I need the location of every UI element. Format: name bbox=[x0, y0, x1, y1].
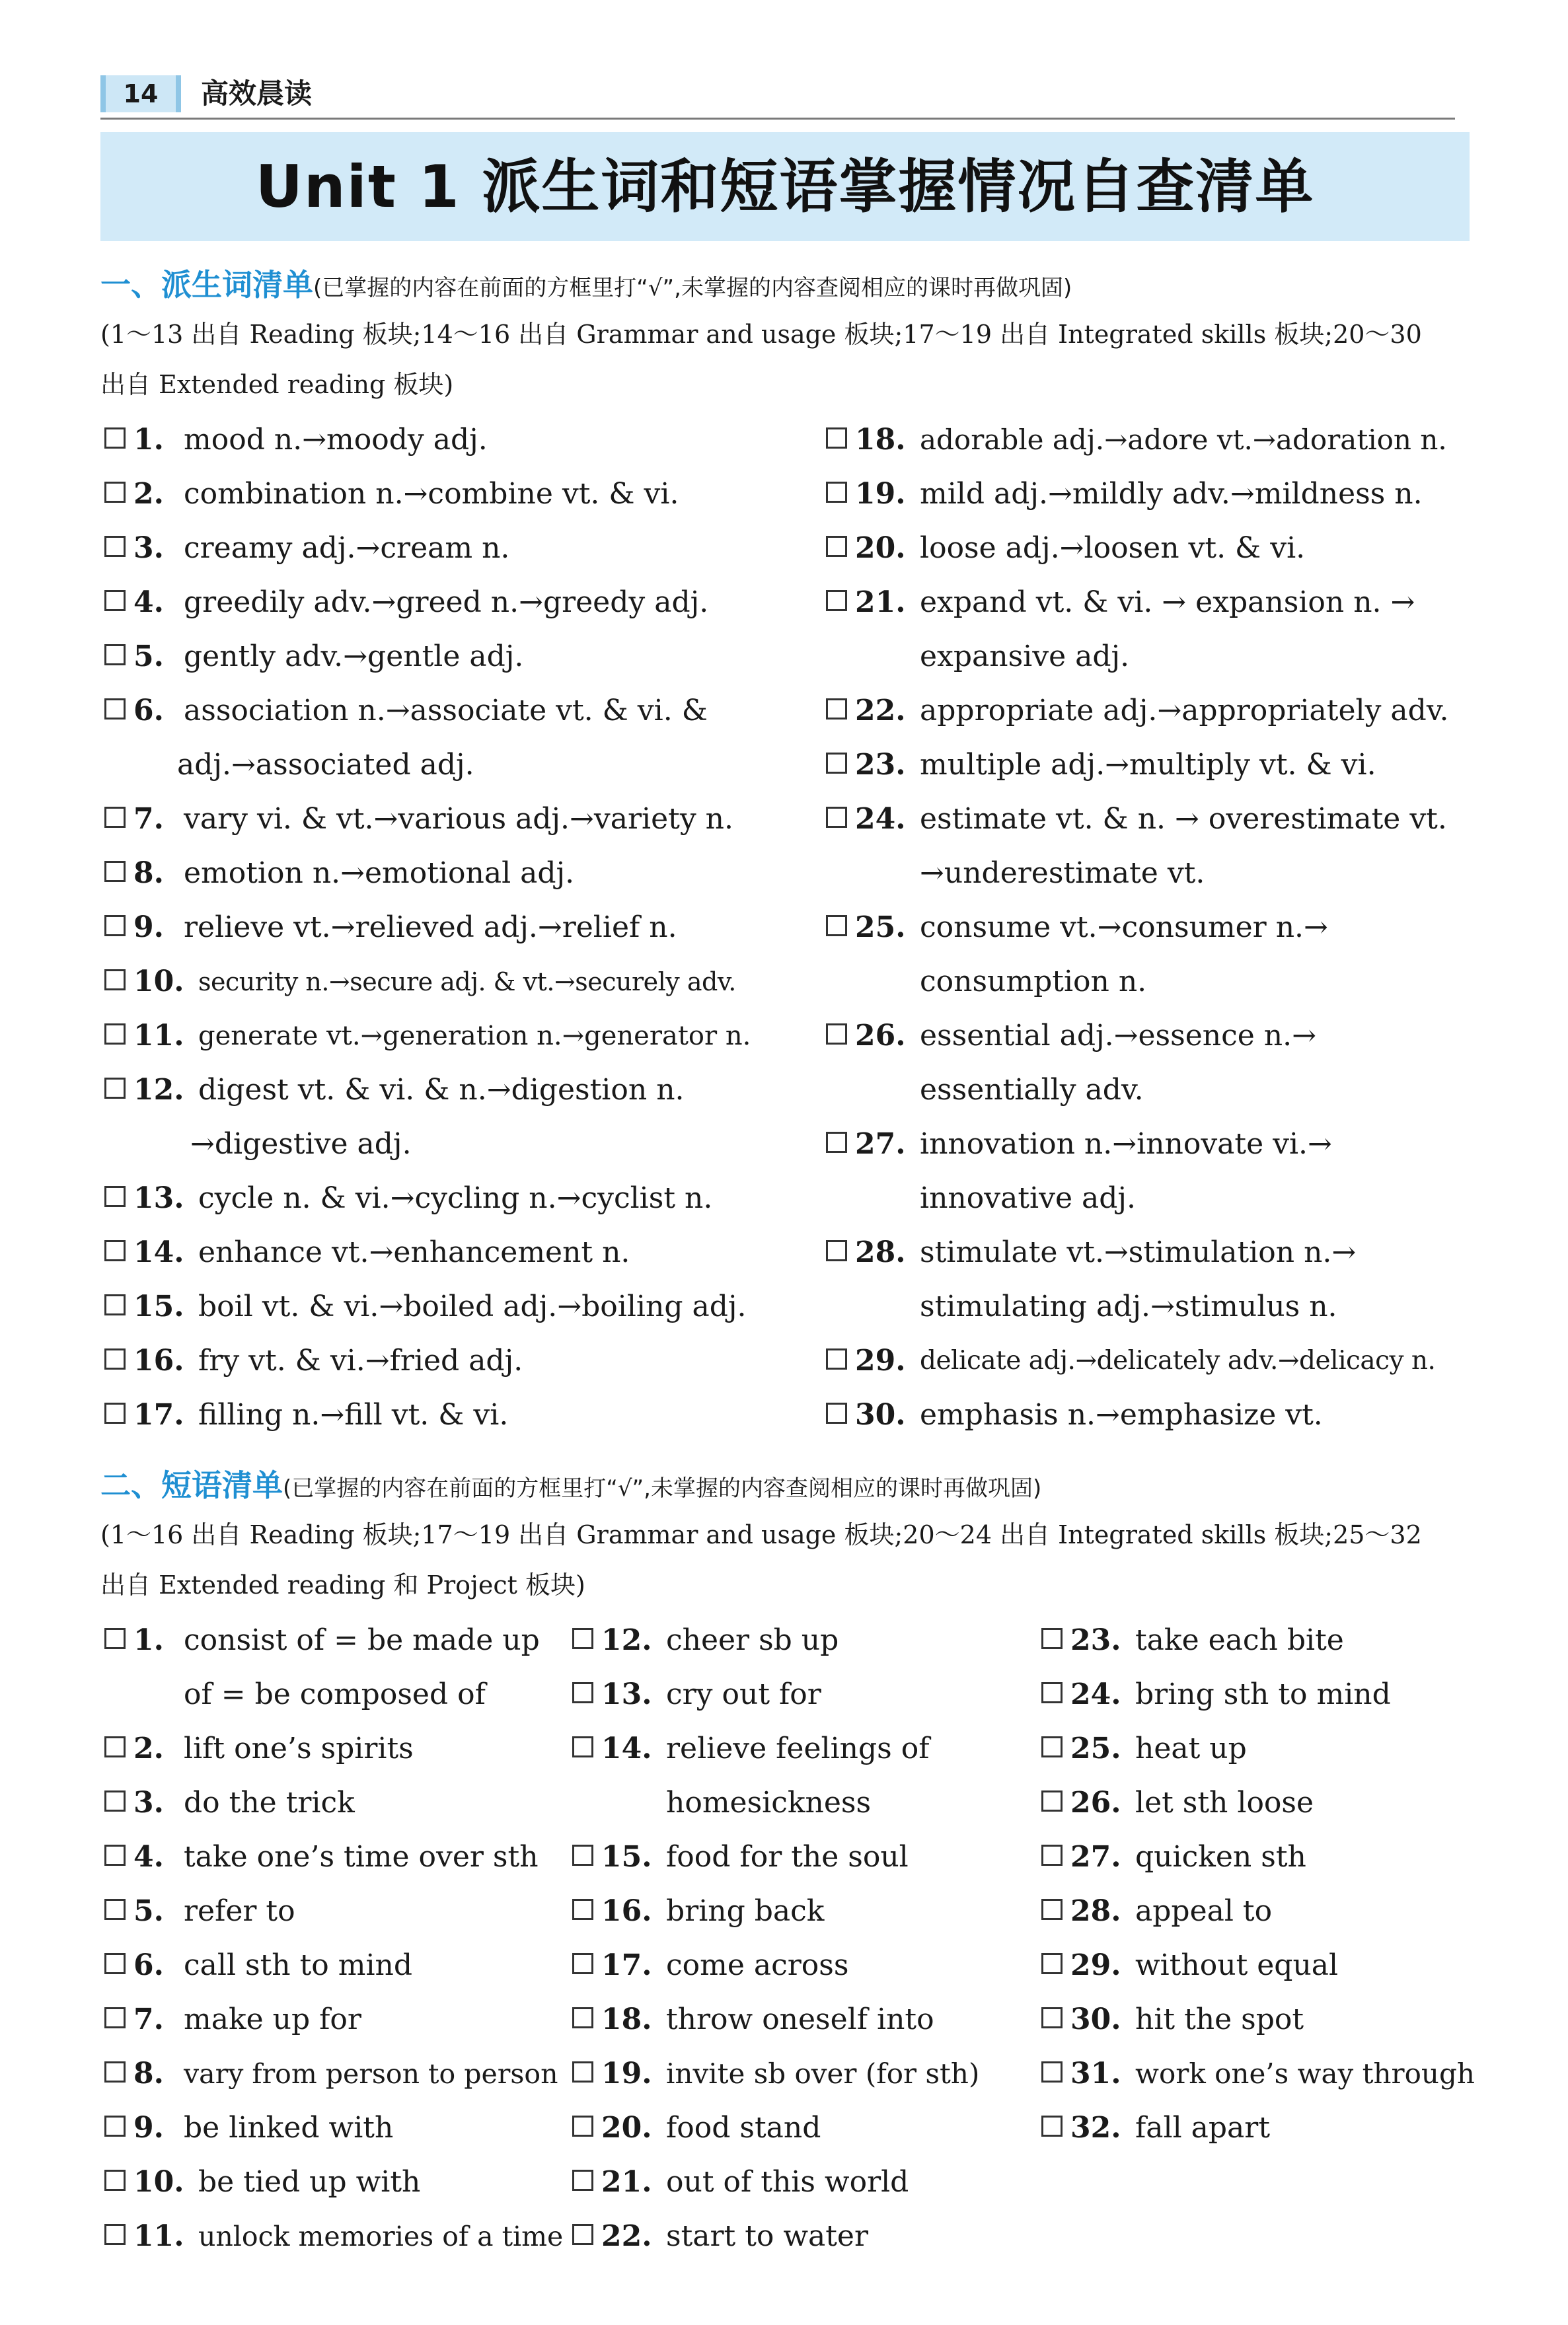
list-item: 10. be tied up with bbox=[104, 2155, 567, 2209]
section1-source bbox=[100, 309, 1475, 410]
list-item: 31. work one’s way through bbox=[1041, 2047, 1491, 2101]
list-item: 22. appropriate adj.→appropriately adv. bbox=[826, 684, 1487, 738]
section2-source-line1: (1～16 出自 Reading 板块;17～19 出自 Grammar and usage 板块;20～24 出自 Integrated skills 板块;25～32 bbox=[100, 1520, 1422, 1549]
list-item: 22. start to water bbox=[572, 2209, 1035, 2264]
list-item: 17. filling n.→fill vt. & vi. bbox=[104, 1388, 805, 1442]
checkbox[interactable] bbox=[572, 2061, 593, 2083]
checkbox[interactable] bbox=[104, 698, 126, 720]
list-item: 32. fall apart bbox=[1041, 2101, 1491, 2155]
list-item: 11. unlock memories of a time bbox=[104, 2209, 567, 2264]
checkbox[interactable] bbox=[104, 807, 126, 828]
list-item: 10. security n.→secure adj. & vt.→securely adv. bbox=[104, 955, 805, 1009]
list-item: 1. consist of = be made up of = be composed of bbox=[104, 1613, 567, 1722]
section2-heading-row bbox=[100, 1461, 1041, 1505]
list-item: 8. emotion n.→emotional adj. bbox=[104, 846, 805, 901]
list-item: 24. estimate vt. & n. → overestimate vt. →underestimate vt. bbox=[826, 792, 1487, 901]
list-item: 26. essential adj.→essence n.→ essentially adv. bbox=[826, 1009, 1487, 1117]
checkbox[interactable] bbox=[104, 1348, 126, 1370]
checkbox[interactable] bbox=[826, 698, 847, 720]
checkbox[interactable] bbox=[104, 2116, 126, 2137]
checkbox[interactable] bbox=[572, 1953, 593, 1974]
list-item: 4. take one’s time over sth bbox=[104, 1830, 567, 1884]
list-item: 12. cheer sb up bbox=[572, 1613, 1035, 1668]
section1-heading: 一、派生词清单 bbox=[100, 267, 313, 303]
checkbox[interactable] bbox=[1041, 1790, 1063, 1812]
title-band bbox=[100, 132, 1470, 241]
list-item: 27. innovation n.→innovate vi.→ innovative adj. bbox=[826, 1117, 1487, 1226]
checkbox[interactable] bbox=[572, 2116, 593, 2137]
checkbox[interactable] bbox=[826, 1023, 847, 1045]
checkbox[interactable] bbox=[826, 536, 847, 557]
list-item: 30. emphasis n.→emphasize vt. bbox=[826, 1388, 1487, 1442]
list-item: 14. enhance vt.→enhancement n. bbox=[104, 1226, 805, 1280]
list-item: 18. throw oneself into bbox=[572, 1993, 1035, 2047]
list-item: 24. bring sth to mind bbox=[1041, 1668, 1491, 1722]
section2-note: (已掌握的内容在前面的方框里打“√”,未掌握的内容查阅相应的课时再做巩固) bbox=[283, 1475, 1042, 1502]
list-item: 20. loose adj.→loosen vt. & vi. bbox=[826, 521, 1487, 575]
list-item: 27. quicken sth bbox=[1041, 1830, 1491, 1884]
section2-column-1 bbox=[104, 1613, 567, 2264]
checkbox[interactable] bbox=[1041, 2061, 1063, 2083]
checkbox[interactable] bbox=[104, 1078, 126, 1099]
list-item: 7. make up for bbox=[104, 1993, 567, 2047]
checkbox[interactable] bbox=[572, 1682, 593, 1703]
checkbox[interactable] bbox=[1041, 1845, 1063, 1866]
list-item: 15. food for the soul bbox=[572, 1830, 1035, 1884]
list-item: 7. vary vi. & vt.→various adj.→variety n. bbox=[104, 792, 805, 846]
list-item: 19. invite sb over (for sth) bbox=[572, 2047, 1035, 2101]
list-item: 8. vary from person to person bbox=[104, 2047, 567, 2101]
checkbox[interactable] bbox=[104, 1736, 126, 1757]
list-item: 16. fry vt. & vi.→fried adj. bbox=[104, 1334, 805, 1388]
list-item: 3. do the trick bbox=[104, 1776, 567, 1830]
checkbox[interactable] bbox=[826, 482, 847, 503]
checkbox[interactable] bbox=[104, 1240, 126, 1261]
list-item: 29. delicate adj.→delicately adv.→delicacy n. bbox=[826, 1334, 1487, 1388]
list-item: 28. appeal to bbox=[1041, 1884, 1491, 1938]
list-item: 9. relieve vt.→relieved adj.→relief n. bbox=[104, 901, 805, 955]
list-item: 20. food stand bbox=[572, 2101, 1035, 2155]
page-title: Unit 1 派生词和短语掌握情况自查清单 bbox=[255, 153, 1315, 221]
checkbox[interactable] bbox=[826, 1403, 847, 1424]
list-item: 19. mild adj.→mildly adv.→mildness n. bbox=[826, 467, 1487, 521]
checkbox[interactable] bbox=[104, 1845, 126, 1866]
checkbox[interactable] bbox=[104, 915, 126, 936]
list-item: 2. combination n.→combine vt. & vi. bbox=[104, 467, 805, 521]
checkbox[interactable] bbox=[826, 807, 847, 828]
checkbox[interactable] bbox=[104, 1953, 126, 1974]
checkbox[interactable] bbox=[572, 1899, 593, 1920]
list-item: 28. stimulate vt.→stimulation n.→ stimulating adj.→stimulus n. bbox=[826, 1226, 1487, 1334]
checkbox[interactable] bbox=[826, 427, 847, 449]
checkbox[interactable] bbox=[104, 427, 126, 449]
section2-column-3 bbox=[1041, 1613, 1491, 2155]
checkbox[interactable] bbox=[104, 1899, 126, 1920]
section1-heading-row bbox=[100, 261, 1072, 305]
checkbox[interactable] bbox=[1041, 2007, 1063, 2028]
checkbox[interactable] bbox=[826, 753, 847, 774]
checkbox[interactable] bbox=[1041, 1899, 1063, 1920]
checkbox[interactable] bbox=[104, 2224, 126, 2245]
list-item: 26. let sth loose bbox=[1041, 1776, 1491, 1830]
checkbox[interactable] bbox=[104, 861, 126, 882]
list-item: 5. refer to bbox=[104, 1884, 567, 1938]
checkbox[interactable] bbox=[826, 590, 847, 611]
checkbox[interactable] bbox=[104, 2061, 126, 2083]
list-item: 9. be linked with bbox=[104, 2101, 567, 2155]
page-number: 14 bbox=[100, 75, 181, 112]
list-item: 11. generate vt.→generation n.→generator n. bbox=[104, 1009, 805, 1063]
section1-column-right bbox=[826, 413, 1487, 1442]
list-item: 30. hit the spot bbox=[1041, 1993, 1491, 2047]
page-header bbox=[100, 71, 1455, 120]
list-item: 2. lift one’s spirits bbox=[104, 1722, 567, 1776]
list-item: 3. creamy adj.→cream n. bbox=[104, 521, 805, 575]
list-item: 17. come across bbox=[572, 1938, 1035, 1993]
checkbox[interactable] bbox=[104, 590, 126, 611]
checkbox[interactable] bbox=[572, 2224, 593, 2245]
list-item: 15. boil vt. & vi.→boiled adj.→boiling adj. bbox=[104, 1280, 805, 1334]
list-item: 16. bring back bbox=[572, 1884, 1035, 1938]
checkbox[interactable] bbox=[826, 915, 847, 936]
list-item: 25. heat up bbox=[1041, 1722, 1491, 1776]
checkbox[interactable] bbox=[104, 1790, 126, 1812]
list-item: 6. association n.→associate vt. & vi. & adj.→associated adj. bbox=[104, 684, 805, 792]
checkbox[interactable] bbox=[826, 1132, 847, 1153]
list-item: 29. without equal bbox=[1041, 1938, 1491, 1993]
list-item: 6. call sth to mind bbox=[104, 1938, 567, 1993]
section1-column-left bbox=[104, 413, 805, 1442]
checkbox[interactable] bbox=[104, 1023, 126, 1045]
checkbox[interactable] bbox=[826, 1348, 847, 1370]
checkbox[interactable] bbox=[1041, 2116, 1063, 2137]
section1-source-line2: 出自 Extended reading 板块) bbox=[100, 370, 454, 399]
checkbox[interactable] bbox=[1041, 1628, 1063, 1649]
checkbox[interactable] bbox=[104, 2170, 126, 2191]
checkbox[interactable] bbox=[1041, 1682, 1063, 1703]
list-item: 13. cycle n. & vi.→cycling n.→cyclist n. bbox=[104, 1171, 805, 1226]
checkbox[interactable] bbox=[572, 1845, 593, 1866]
checkbox[interactable] bbox=[104, 1294, 126, 1315]
checkbox[interactable] bbox=[104, 482, 126, 503]
checkbox[interactable] bbox=[1041, 1953, 1063, 1974]
list-item: 13. cry out for bbox=[572, 1668, 1035, 1722]
list-item: 21. out of this world bbox=[572, 2155, 1035, 2209]
list-item: 21. expand vt. & vi. → expansion n. → expansive adj. bbox=[826, 575, 1487, 684]
section2-source bbox=[100, 1510, 1475, 1610]
section2-column-2 bbox=[572, 1613, 1035, 2264]
list-item: 1. mood n.→moody adj. bbox=[104, 413, 805, 467]
checkbox[interactable] bbox=[1041, 1736, 1063, 1757]
list-item: 18. adorable adj.→adore vt.→adoration n. bbox=[826, 413, 1487, 467]
book-title: 高效晨读 bbox=[201, 77, 313, 110]
list-item: 23. take each bite bbox=[1041, 1613, 1491, 1668]
checkbox[interactable] bbox=[572, 1736, 593, 1757]
list-item: 12. digest vt. & vi. & n.→digestion n. →digestive adj. bbox=[104, 1063, 805, 1171]
section1-note: (已掌握的内容在前面的方框里打“√”,未掌握的内容查阅相应的课时再做巩固) bbox=[313, 275, 1072, 301]
section2-heading: 二、短语清单 bbox=[100, 1467, 283, 1503]
checkbox[interactable] bbox=[572, 2170, 593, 2191]
list-item: 23. multiple adj.→multiply vt. & vi. bbox=[826, 738, 1487, 792]
checkbox[interactable] bbox=[572, 1628, 593, 1649]
checkbox[interactable] bbox=[104, 969, 126, 990]
checkbox[interactable] bbox=[104, 1628, 126, 1649]
checkbox[interactable] bbox=[826, 1240, 847, 1261]
checkbox[interactable] bbox=[572, 2007, 593, 2028]
list-item: 5. gently adv.→gentle adj. bbox=[104, 630, 805, 684]
list-item: 14. relieve feelings of homesickness bbox=[572, 1722, 1035, 1830]
section2-source-line2: 出自 Extended reading 和 Project 板块) bbox=[100, 1570, 585, 1600]
section1-source-line1: (1～13 出自 Reading 板块;14～16 出自 Grammar and usage 板块;17～19 出自 Integrated skills 板块;20～30 bbox=[100, 320, 1422, 349]
checkbox[interactable] bbox=[104, 2007, 126, 2028]
list-item: 25. consume vt.→consumer n.→ consumption n. bbox=[826, 901, 1487, 1009]
checkbox[interactable] bbox=[104, 1186, 126, 1207]
checkbox[interactable] bbox=[104, 644, 126, 665]
list-item: 4. greedily adv.→greed n.→greedy adj. bbox=[104, 575, 805, 630]
checkbox[interactable] bbox=[104, 536, 126, 557]
checkbox[interactable] bbox=[104, 1403, 126, 1424]
